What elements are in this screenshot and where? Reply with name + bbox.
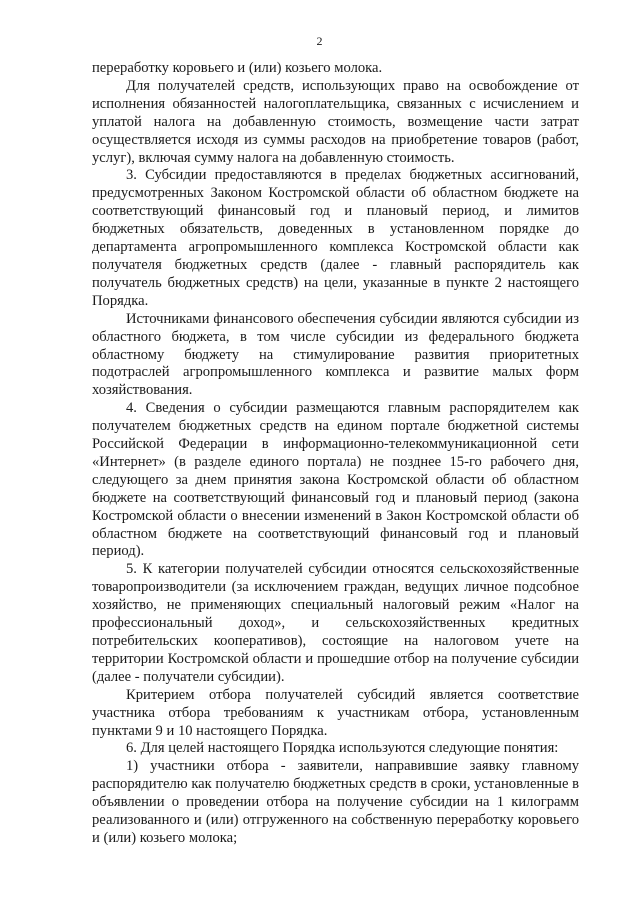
paragraph-continuation: переработку коровьего и (или) козьего молока.: [92, 60, 383, 76]
paragraph-5-recipient-categories: 5. К категории получателей субсидии относятся сельскохозяйственные товаропроизводители (за исключением граждан, ведущих личное подсобное хозяйство, не применяющих специальный налоговый режим «Налог на профессиональный доход», и сельскохозяйственных кредитных потребительских кооперативов), состоящие на налоговом учете на территории Костромской области и прошедшие отбор на получение субсидии (далее - получатели субсидии).: [92, 561, 579, 685]
paragraph-selection-criterion: Критерием отбора получателей субсидий является соответствие участника отбора требованиям к участникам отбора, установленным пунктами 9 и 10 настоящего Порядка.: [92, 686, 579, 739]
document-body: [92, 60, 579, 848]
paragraph-3-budget-allocations: 3. Субсидии предоставляются в пределах бюджетных ассигнований, предусмотренных Законом Костромской области об областном бюджете на соответствующий финансовый год и плановый период, и лимитов бюджетных обязательств, доведенных в установленном порядке до департамента агропромышленного комплекса Костромской области как получателя бюджетных средств (далее - главный распорядитель как получатель бюджетных средств) на цели, указанные в пункте 2 настоящего Порядка.: [92, 167, 579, 309]
page-number: 2: [316, 34, 323, 48]
paragraph-vat-exemption: Для получателей средств, использующих право на освобождение от исполнения обязанностей налогоплательщика, связанных с исчислением и уплатой налога на добавленную стоимость, возмещение части затрат осуществляется исходя из суммы расходов на приобретение товаров (работ, услуг), включая сумму налога на добавленную стоимость.: [92, 77, 579, 166]
paragraph-funding-sources: Источниками финансового обеспечения субсидии являются субсидии из областного бюджета, в том числе субсидии из федерального бюджета областному бюджету на стимулирование развития приоритетных подотраслей агропромышленного комплекса и развитие малых форм хозяйствования.: [92, 310, 579, 399]
paragraph-4-subsidy-info: 4. Сведения о субсидии размещаются главным распорядителем как получателем бюджетных средств на едином портале бюджетной системы Российской Федерации в информационно-телекоммуникационной сети «Интернет» (в разделе единого портала) не позднее 15-го рабочего дня, следующего за днем принятия закона Костромской области об областном бюджете на соответствующий финансовый год и плановый период (закона Костромской области о внесении изменений в Закон Костромской области об областном бюджете на соответствующий финансовый год и плановый период).: [92, 400, 579, 560]
paragraph-definition-1: 1) участники отбора - заявители, направившие заявку главному распорядителю как получателю бюджетных средств в сроки, установленные в объявлении о проведении отбора на получение субсидии на 1 килограмм реализованного и (или) отгруженного на собственную переработку коровьего и (или) козьего молока;: [92, 758, 579, 846]
paragraph-6-definitions: 6. Для целей настоящего Порядка используются следующие понятия:: [126, 740, 559, 757]
